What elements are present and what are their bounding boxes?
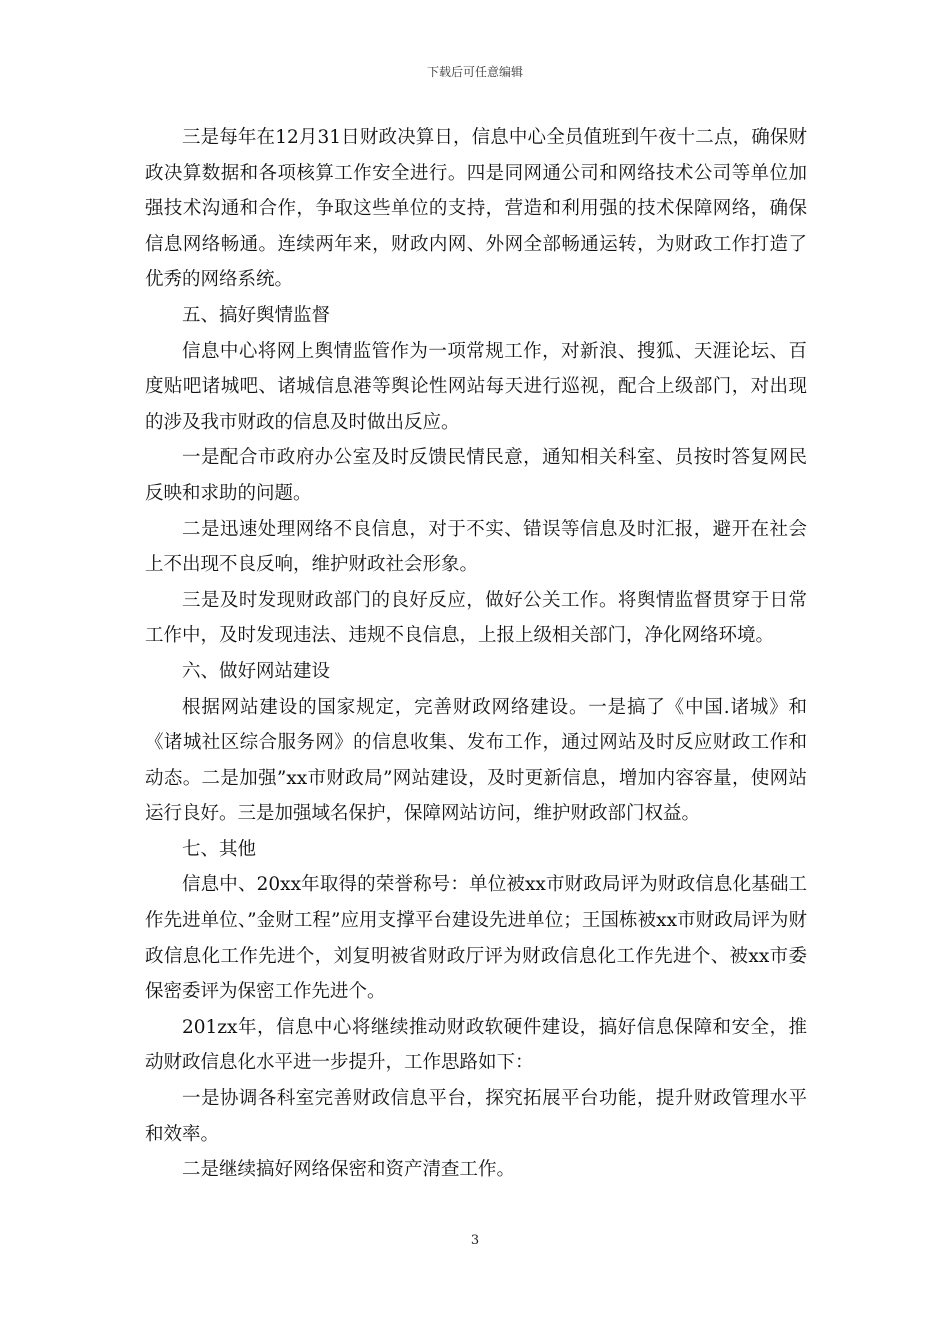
section-heading: 七、其他	[182, 838, 257, 860]
document-body	[145, 120, 807, 1188]
paragraph: 三是及时发现财政部门的良好反应，做好公关工作。将舆情监督贯穿于日常工作中，及时发现违法、违规不良信息，上报上级相关部门，净化网络环境。	[145, 589, 807, 647]
section-heading: 六、做好网站建设	[182, 660, 331, 682]
paragraph: 信息中、20xx年取得的荣誉称号：单位被xx市财政局评为财政信息化基础工作先进单位、”金财工程”应用支撑平台建设先进单位；王国栋被xx市财政局评为财政信息化工作先进个，刘复明被省财政厅评为财政信息化工作先进个、被xx市委保密委评为保密工作先进个。	[145, 874, 807, 1003]
page-number: 3	[470, 1233, 480, 1248]
paragraph: 201zx年，信息中心将继续推动财政软硬件建设，搞好信息保障和安全，推动财政信息化水平进一步提升，工作思路如下：	[145, 1016, 807, 1074]
page-header: 下载后可任意编辑	[426, 65, 523, 79]
paragraph: 三是每年在12月31日财政决算日，信息中心全员值班到午夜十二点，确保财政决算数据和各项核算工作安全进行。四是同网通公司和网络技术公司等单位加强技术沟通和合作，争取这些单位的支持，营造和利用强的技术保障网络，确保信息网络畅通。连续两年来，财政内网、外网全部畅通运转，为财政工作打造了优秀的网络系统。	[145, 127, 807, 291]
paragraph: 二是继续搞好网络保密和资产清查工作。	[182, 1159, 516, 1181]
paragraph: 根据网站建设的国家规定，完善财政网络建设。一是搞了《中国.诸城》和《诸城社区综合服务网》的信息收集、发布工作，通过网站及时反应财政工作和动态。二是加强”xx市财政局”网站建设，及时更新信息，增加内容容量，使网站运行良好。三是加强域名保护，保障网站访问，维护财政部门权益。	[145, 696, 807, 825]
paragraph: 一是配合市政府办公室及时反馈民情民意，通知相关科室、员按时答复网民反映和求助的问题。	[145, 447, 807, 504]
paragraph: 一是协调各科室完善财政信息平台，探究拓展平台功能，提升财政管理水平和效率。	[145, 1088, 807, 1145]
paragraph: 信息中心将网上舆情监管作为一项常规工作，对新浪、搜狐、天涯论坛、百度贴吧诸城吧、诸城信息港等舆论性网站每天进行巡视，配合上级部门，对出现的涉及我市财政的信息及时做出反应。	[145, 340, 807, 433]
paragraph: 二是迅速处理网络不良信息，对于不实、错误等信息及时汇报，避开在社会上不出现不良反响，维护财政社会形象。	[145, 518, 807, 576]
section-heading: 五、搞好舆情监督	[182, 304, 331, 326]
